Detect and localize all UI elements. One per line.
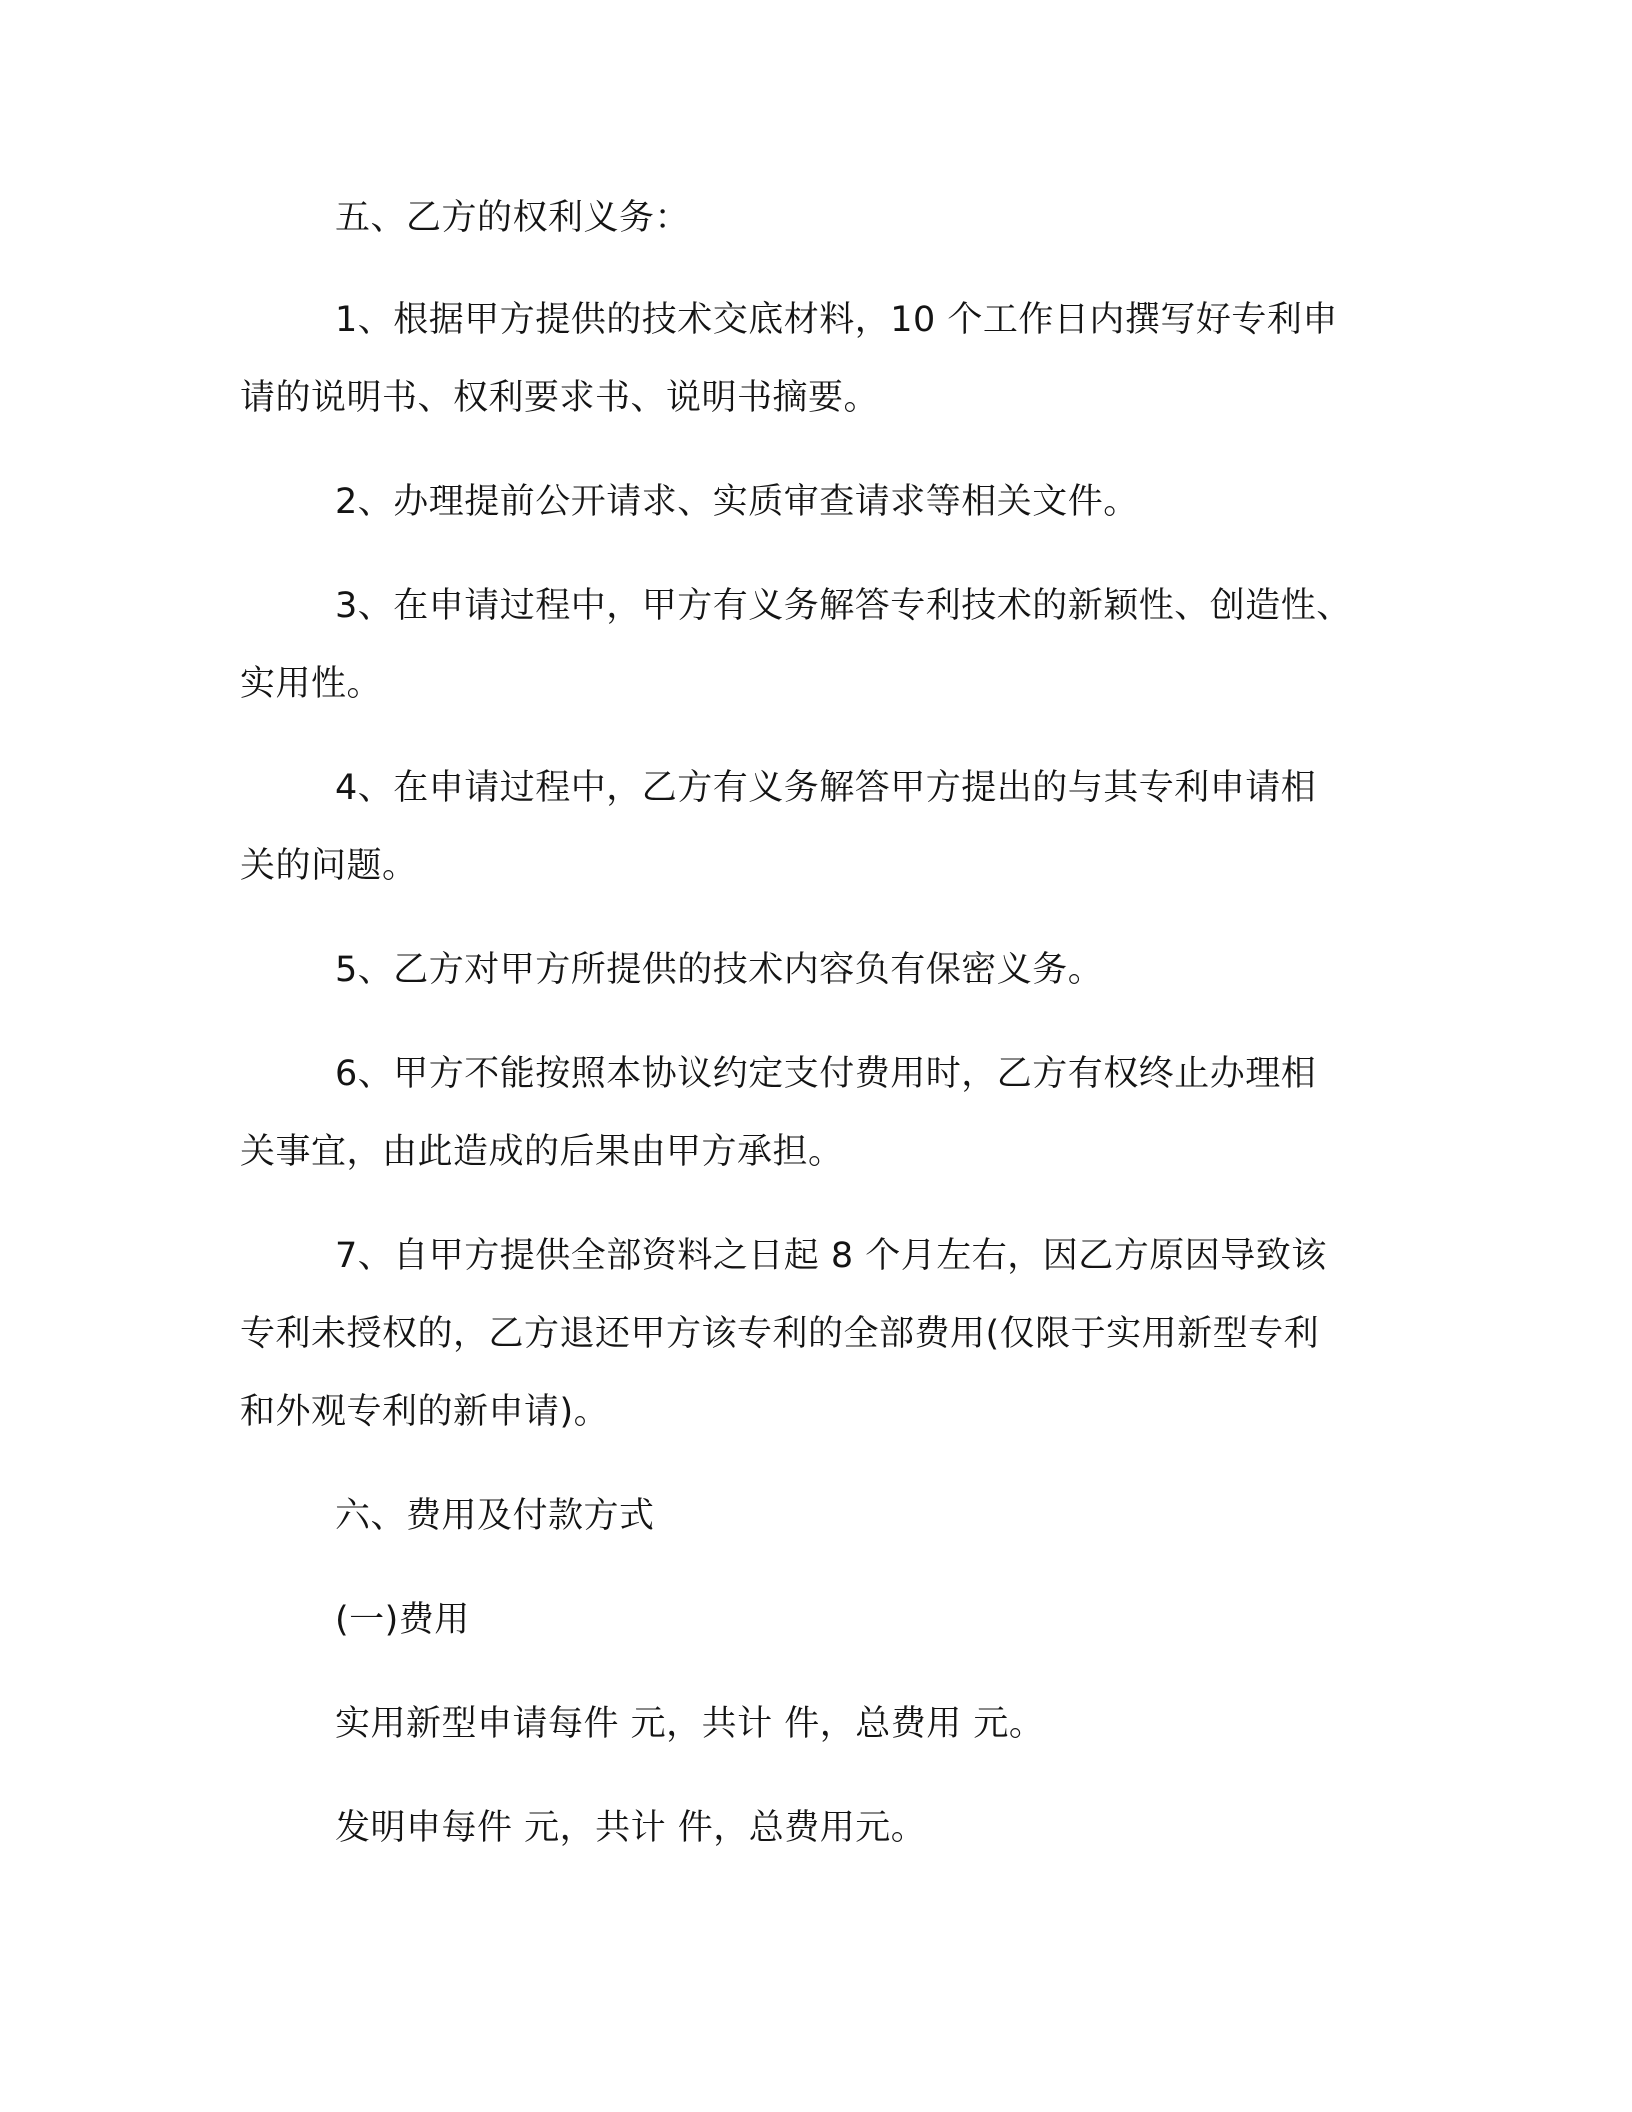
fee-line-utility-model: 实用新型申请每件 元，共计 件，总费用 元。 (335, 1704, 1045, 1744)
paragraph-item-2-line-1: 2、办理提前公开请求、实质审查请求等相关文件。 (335, 482, 1139, 522)
paragraph-item-6-line-2: 关事宜，由此造成的后果由甲方承担。 (240, 1132, 844, 1172)
subsection-heading-fees: (一)费用 (335, 1600, 470, 1640)
paragraph-item-3-line-1: 3、在申请过程中，甲方有义务解答专利技术的新颖性、创造性、 (335, 586, 1352, 626)
paragraph-item-3-line-2: 实用性。 (240, 664, 383, 704)
paragraph-item-1-line-2: 请的说明书、权利要求书、说明书摘要。 (240, 378, 880, 418)
paragraph-item-4-line-2: 关的问题。 (240, 846, 418, 886)
paragraph-item-5-line-1: 5、乙方对甲方所提供的技术内容负有保密义务。 (335, 950, 1104, 990)
fee-line-invention: 发明申每件 元，共计 件，总费用元。 (335, 1808, 927, 1848)
paragraph-item-7-line-2: 专利未授权的，乙方退还甲方该专利的全部费用(仅限于实用新型专利 (240, 1314, 1320, 1354)
paragraph-item-7-line-3: 和外观专利的新申请)。 (240, 1392, 610, 1432)
paragraph-item-6-line-1: 6、甲方不能按照本协议约定支付费用时，乙方有权终止办理相 (335, 1054, 1317, 1094)
paragraph-item-4-line-1: 4、在申请过程中，乙方有义务解答甲方提出的与其专利申请相 (335, 768, 1317, 808)
paragraph-item-7-line-1: 7、自甲方提供全部资料之日起 8 个月左右，因乙方原因导致该 (335, 1236, 1327, 1276)
section-heading-rights-obligations: 五、乙方的权利义务： (335, 198, 691, 238)
section-heading-fees-payment: 六、费用及付款方式 (335, 1496, 655, 1536)
paragraph-item-1-line-1: 1、根据甲方提供的技术交底材料，10 个工作日内撰写好专利申 (335, 300, 1338, 340)
